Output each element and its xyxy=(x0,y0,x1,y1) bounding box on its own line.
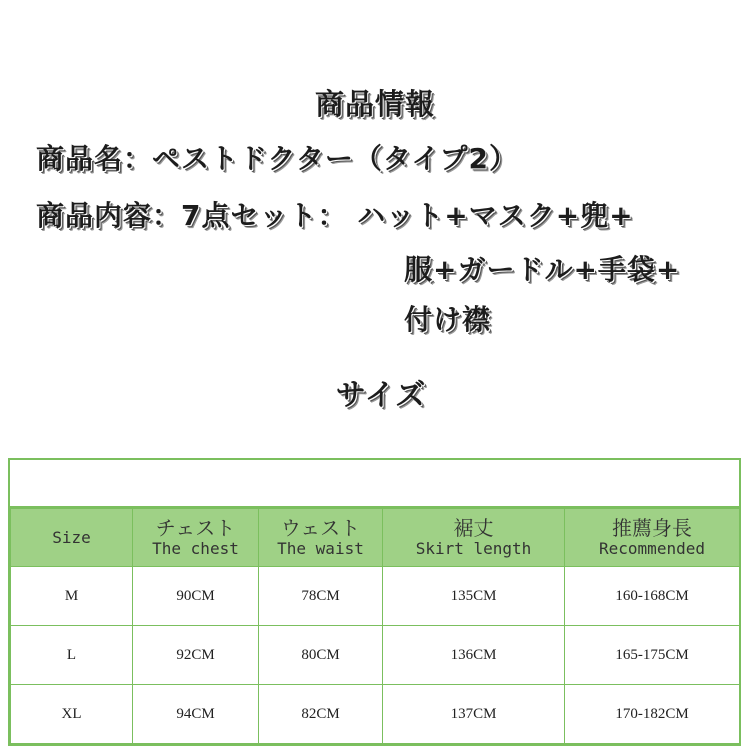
contents-prefix: 商品内容：7点セット： xyxy=(36,199,347,232)
header-skirt-length xyxy=(383,509,565,567)
cell-recommended-height: 160-168CM xyxy=(565,567,740,626)
cell-size: L xyxy=(11,626,133,685)
size-chart-table xyxy=(10,508,740,744)
product-contents-line xyxy=(36,194,634,234)
cell-size: XL xyxy=(11,685,133,744)
table-row xyxy=(11,626,740,685)
table-row xyxy=(11,685,740,744)
cell-chest: 90CM xyxy=(133,567,259,626)
header-recommended-height-en: Recommended xyxy=(599,538,705,558)
table-header-row xyxy=(11,509,740,567)
cell-waist: 80CM xyxy=(259,626,383,685)
product-info-title: 商品情報 xyxy=(314,87,435,121)
contents-items-2: 服+ガードル+手袋+ xyxy=(404,253,681,286)
header-waist xyxy=(259,509,383,567)
cell-recommended-height: 165-175CM xyxy=(565,626,740,685)
cell-skirt-length: 135CM xyxy=(383,567,565,626)
header-skirt-length-jp: 裾丈 xyxy=(453,515,494,540)
cell-waist: 78CM xyxy=(259,567,383,626)
contents-items-3: 付け襟 xyxy=(404,303,492,336)
cell-waist: 82CM xyxy=(259,685,383,744)
header-chest-jp: チェスト xyxy=(155,515,236,540)
table-top-band xyxy=(10,460,739,508)
header-size-en: Size xyxy=(52,528,91,547)
product-name-line: 商品名：ペストドクター（タイプ2） xyxy=(36,142,518,175)
cell-size: M xyxy=(11,567,133,626)
size-section-title: サイズ xyxy=(335,378,427,413)
header-waist-en: The waist xyxy=(277,538,364,558)
header-recommended-height-jp: 推薦身長 xyxy=(612,515,692,540)
header-waist-jp: ウェスト xyxy=(280,515,361,540)
size-table xyxy=(8,458,741,746)
cell-skirt-length: 136CM xyxy=(383,626,565,685)
cell-recommended-height: 170-182CM xyxy=(565,685,740,744)
table-row xyxy=(11,567,740,626)
cell-chest: 94CM xyxy=(133,685,259,744)
header-chest-en: The chest xyxy=(152,538,239,558)
contents-items-1: ハット+マスク+兜+ xyxy=(357,199,634,232)
header-recommended-height xyxy=(565,509,740,567)
header-chest xyxy=(133,509,259,567)
header-skirt-length-en: Skirt length xyxy=(415,538,532,558)
cell-chest: 92CM xyxy=(133,626,259,685)
cell-skirt-length: 137CM xyxy=(383,685,565,744)
header-size xyxy=(11,509,133,567)
